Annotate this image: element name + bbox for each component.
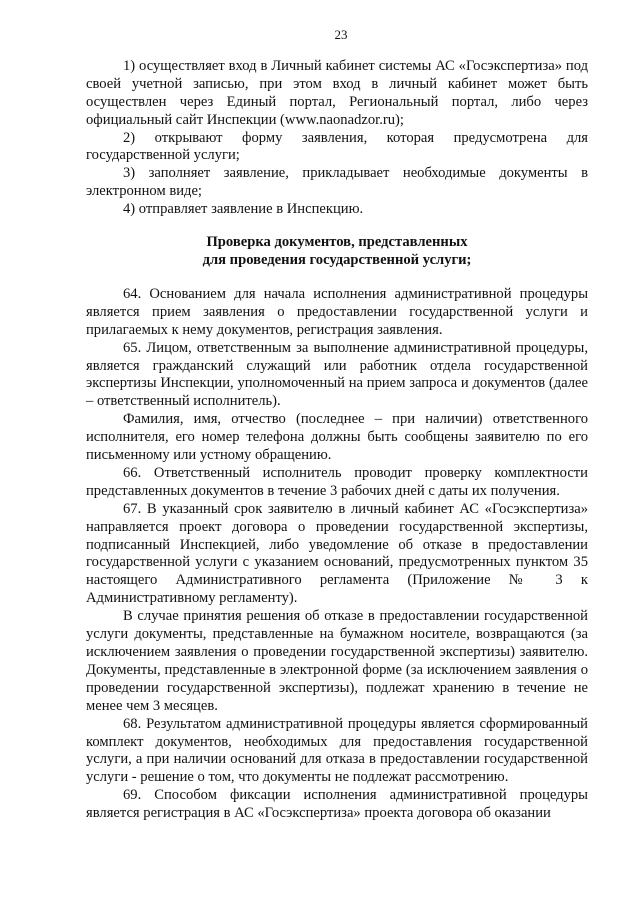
section-heading xyxy=(86,234,588,270)
list-item-1: 1) осуществляет вход в Личный кабинет системы АС «Госэкспертиза» под своей учетной записью, при этом вход в личный кабинет может быть осуществлен через Единый портал, Региональный портал, либо через официальный сайт Инспекции (www.naonadzor.ru); xyxy=(86,57,588,128)
list-item-4: 4) отправляет заявление в Инспекцию. xyxy=(123,201,364,218)
list-item-3: 3) заполняет заявление, прикладывает необходимые документы в электронном виде; xyxy=(86,165,588,200)
list-item-2: 2) открывают форму заявления, которая предусмотрена для государственной услуги; xyxy=(86,129,588,164)
paragraph-68: 68. Результатом административной процедуры является сформированный комплект документов, необходимых для предоставления государственной услуги, а при наличии оснований для отказа в предоставлении государственной услуги - решение о том, что документы не подлежат рассмотрению. xyxy=(86,715,588,786)
paragraph-67-refusal: В случае принятия решения об отказе в предоставлении государственной услуги документы, представленные на бумажном носителе, возвращаются (за исключением заявления о проведении государственной экспертизы) заявителю. Документы, представленные в электронной форме (за исключением заявления о проведении государственной экспертизы), подлежат хранению в течение не менее чем 3 месяцев. xyxy=(86,608,588,714)
paragraph-67: 67. В указанный срок заявителю в личный кабинет АС «Госэкспертиза» направляется проект договора о проведении государственной экспертизы, подписанный Инспекцией, либо уведомление об отказе в предоставлении государственной услуги с указанием оснований, предусмотренных пунктом 35 настоящего Административного регламента (Приложение № 3 к Административному регламенту). xyxy=(86,500,588,607)
paragraph-69: 69. Способом фиксации исполнения административной процедуры является регистрация в АС «Госэкспертиза» проекта договора об оказании xyxy=(86,787,588,822)
paragraph-65: 65. Лицом, ответственным за выполнение административной процедуры, является гражданский служащий или работник отдела государственной экспертизы Инспекции, уполномоченный на прием запроса и документов (далее – ответственный исполнитель). xyxy=(86,339,588,410)
section-heading-line-1: Проверка документов, представленных xyxy=(206,234,468,251)
paragraph-66: 66. Ответственный исполнитель проводит проверку комплектности представленных документов в течение 3 рабочих дней с даты их получения. xyxy=(86,464,588,499)
document-page xyxy=(86,26,588,823)
paragraph-64: 64. Основанием для начала исполнения административной процедуры является прием заявления о предоставлении государственной услуги и прилагаемых к нему документов, регистрация заявления. xyxy=(86,285,588,338)
paragraph-65-contact: Фамилия, имя, отчество (последнее – при наличии) ответственного исполнителя, его номер телефона должны быть сообщены заявителю по его письменному или устному обращению. xyxy=(86,411,588,464)
section-heading-line-2: для проведения государственной услуги; xyxy=(202,251,472,268)
page-number: 23 xyxy=(334,27,348,42)
